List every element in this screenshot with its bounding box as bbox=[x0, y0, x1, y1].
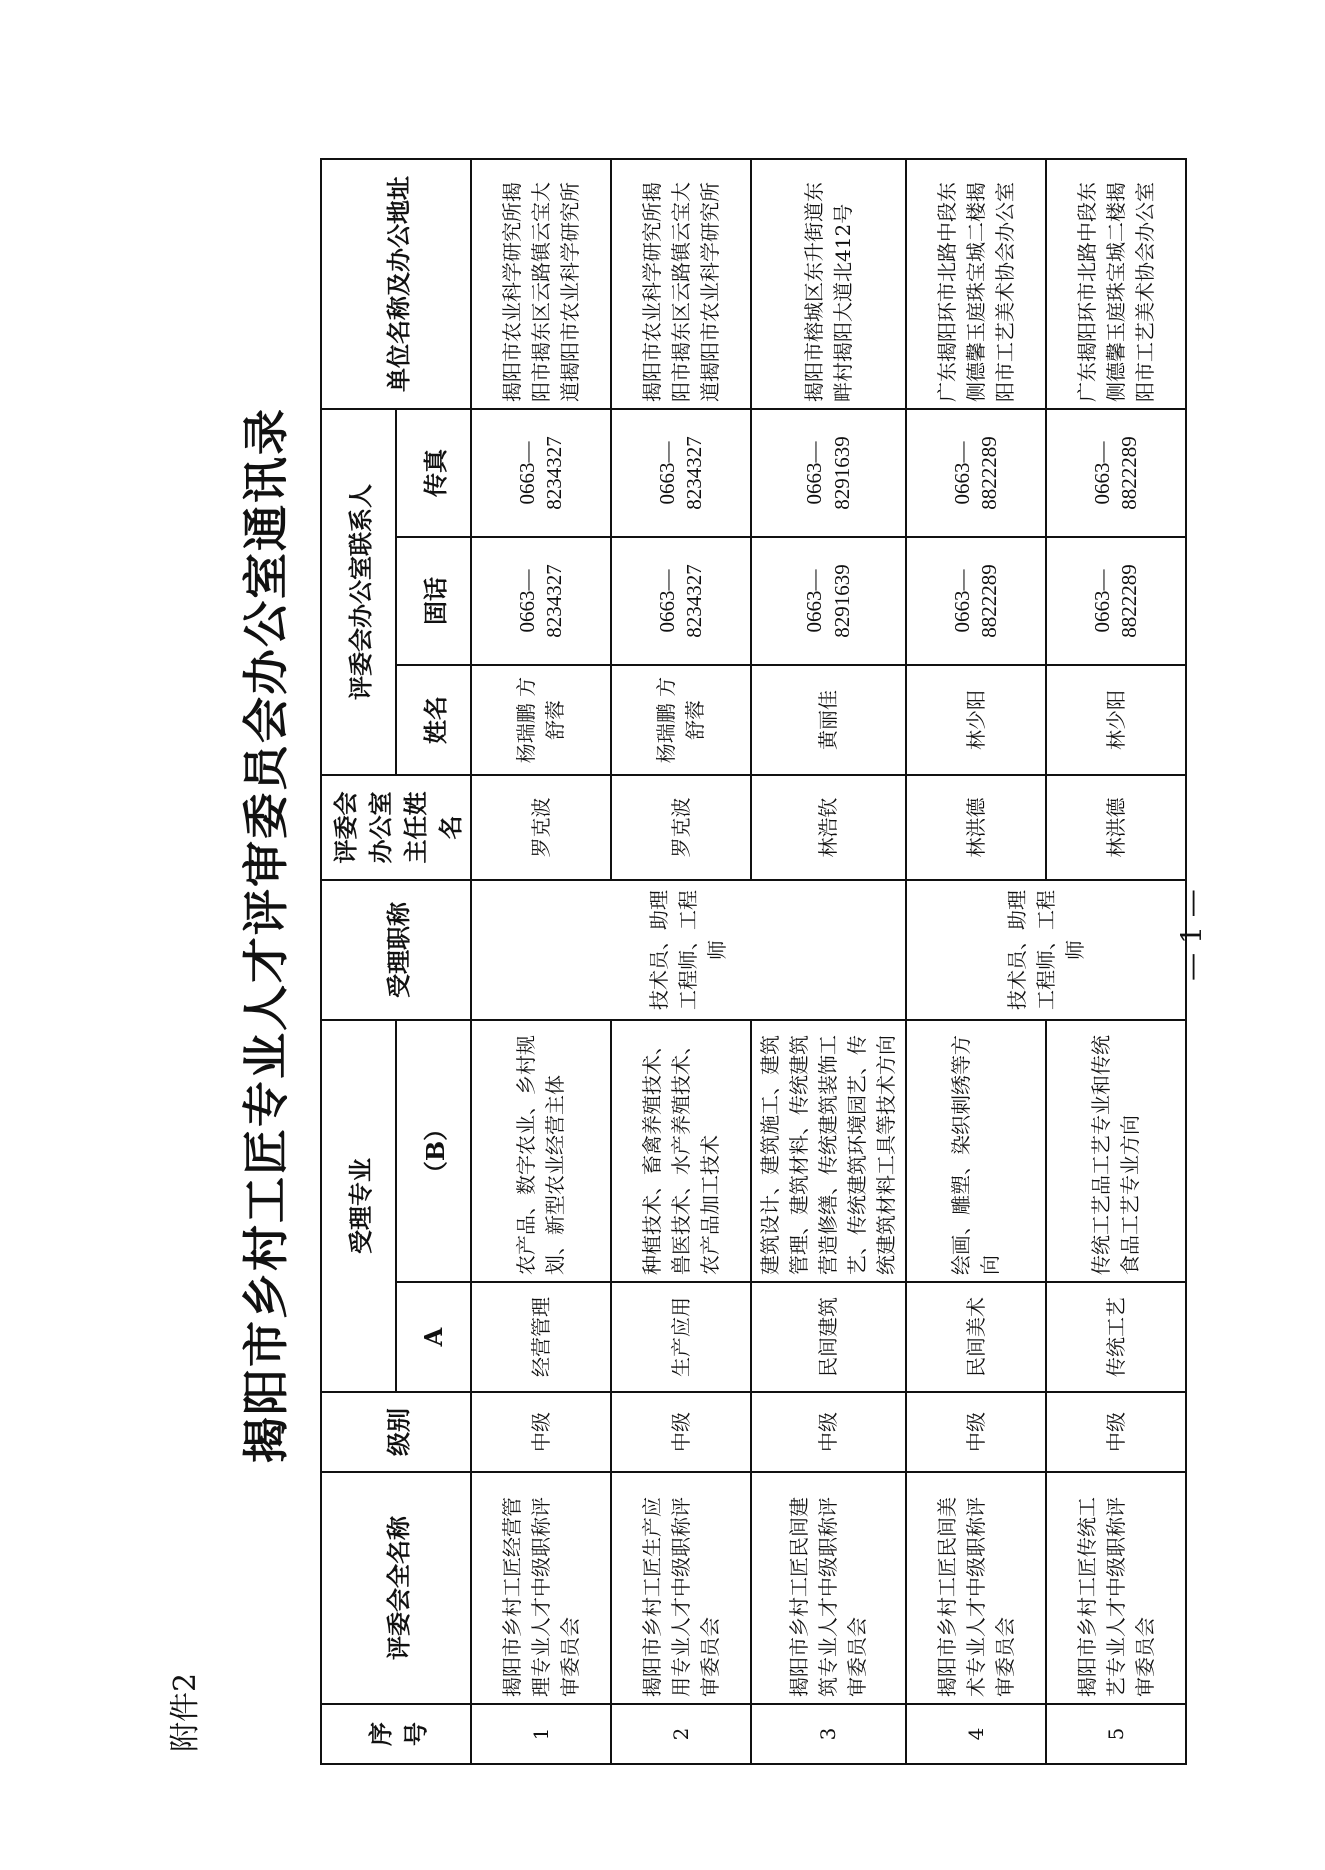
cell-phone: 0663—8234327 bbox=[471, 537, 611, 665]
cell-address: 广东揭阳环市北路中段东侧德馨玉庭珠宝城二楼揭阳市工艺美术协会办公室 bbox=[1046, 159, 1186, 409]
cell-major-b: 建筑设计、建筑施工、建筑管理、建筑材料、传统建筑营造修缮、传统建筑装饰工艺、传统建筑环境园艺、传统建筑材料工具等技术方向 bbox=[751, 1020, 906, 1282]
cell-seq: 2 bbox=[611, 1704, 751, 1764]
cell-level: 中级 bbox=[906, 1392, 1046, 1472]
cell-contact-name: 林少阳 bbox=[906, 665, 1046, 775]
page-number: — 1 — bbox=[1175, 889, 1208, 981]
cell-fax: 0663—8822289 bbox=[1046, 409, 1186, 537]
cell-fax: 0663—8234327 bbox=[471, 409, 611, 537]
cell-phone: 0663—8822289 bbox=[1046, 537, 1186, 665]
cell-contact-name: 杨瑞鹏 方舒蓉 bbox=[611, 665, 751, 775]
cell-address: 揭阳市农业科学研究所揭阳市揭东区云路镇云宝大道揭阳市农业科学研究所 bbox=[471, 159, 611, 409]
cell-committee-name: 揭阳市乡村工匠传统工艺专业人才中级职称评审委员会 bbox=[1046, 1472, 1186, 1704]
cell-director: 林洪德 bbox=[1046, 775, 1186, 880]
cell-level: 中级 bbox=[471, 1392, 611, 1472]
cell-contact-name: 黄丽佳 bbox=[751, 665, 906, 775]
cell-fax: 0663—8291639 bbox=[751, 409, 906, 537]
contact-table bbox=[320, 158, 1187, 1765]
cell-major-a: 经营管理 bbox=[471, 1282, 611, 1392]
cell-level: 中级 bbox=[751, 1392, 906, 1472]
header-contact: 评委会办公室联系人 bbox=[321, 409, 396, 775]
cell-committee-name: 揭阳市乡村工匠经营管理专业人才中级职称评审委员会 bbox=[471, 1472, 611, 1704]
cell-address: 揭阳市农业科学研究所揭阳市揭东区云路镇云宝大道揭阳市农业科学研究所 bbox=[611, 159, 751, 409]
cell-director: 罗克波 bbox=[471, 775, 611, 880]
cell-phone: 0663—8822289 bbox=[906, 537, 1046, 665]
cell-level: 中级 bbox=[611, 1392, 751, 1472]
cell-fax: 0663—8234327 bbox=[611, 409, 751, 537]
cell-seq: 4 bbox=[906, 1704, 1046, 1764]
cell-seq: 5 bbox=[1046, 1704, 1186, 1764]
cell-major-a: 民间美术 bbox=[906, 1282, 1046, 1392]
cell-major-a: 传统工艺 bbox=[1046, 1282, 1186, 1392]
cell-committee-name: 揭阳市乡村工匠生产应用专业人才中级职称评审委员会 bbox=[611, 1472, 751, 1704]
header-contact-name: 姓名 bbox=[396, 665, 471, 775]
cell-level: 中级 bbox=[1046, 1392, 1186, 1472]
page-title: 揭阳市乡村工匠专业人才评审委员会办公室通讯录 bbox=[239, 407, 293, 1463]
header-fax: 传真 bbox=[396, 409, 471, 537]
header-title: 受理职称 bbox=[321, 880, 471, 1020]
cell-title-merged: 技术员、助理工程师、工程师 bbox=[906, 880, 1186, 1020]
cell-address: 揭阳市榕城区东升街道东畔村揭阳大道北412号 bbox=[751, 159, 906, 409]
header-committee-name: 评委会全名称 bbox=[321, 1472, 471, 1704]
cell-address: 广东揭阳环市北路中段东侧德馨玉庭珠宝城二楼揭阳市工艺美术协会办公室 bbox=[906, 159, 1046, 409]
cell-phone: 0663—8291639 bbox=[751, 537, 906, 665]
cell-contact-name: 林少阳 bbox=[1046, 665, 1186, 775]
cell-major-b: 农产品、数字农业、乡村规划、新型农业经营主体 bbox=[471, 1020, 611, 1282]
cell-fax: 0663—8822289 bbox=[906, 409, 1046, 537]
cell-committee-name: 揭阳市乡村工匠民间美术专业人才中级职称评审委员会 bbox=[906, 1472, 1046, 1704]
cell-phone: 0663—8234327 bbox=[611, 537, 751, 665]
cell-director: 罗克波 bbox=[611, 775, 751, 880]
table-row bbox=[471, 159, 611, 1764]
attachment-label: 附件2 bbox=[168, 1672, 203, 1752]
cell-contact-name: 杨瑞鹏 方舒蓉 bbox=[471, 665, 611, 775]
header-level: 级别 bbox=[321, 1392, 471, 1472]
cell-seq: 1 bbox=[471, 1704, 611, 1764]
cell-major-a: 民间建筑 bbox=[751, 1282, 906, 1392]
cell-major-b: 传统工艺品工艺专业和传统食品工艺专业方向 bbox=[1046, 1020, 1186, 1282]
cell-committee-name: 揭阳市乡村工匠民间建筑专业人才中级职称评审委员会 bbox=[751, 1472, 906, 1704]
cell-director: 林洪德 bbox=[906, 775, 1046, 880]
cell-director: 林浩钦 bbox=[751, 775, 906, 880]
header-major-a: A bbox=[396, 1282, 471, 1392]
header-seq: 序号 bbox=[321, 1704, 471, 1764]
cell-major-a: 生产应用 bbox=[611, 1282, 751, 1392]
header-director: 评委会办公室主任姓名 bbox=[321, 775, 471, 880]
header-major: 受理专业 bbox=[321, 1020, 396, 1392]
cell-major-b: 种植技术、畜禽养殖技术、兽医技术、水产养殖技术、农产品加工技术 bbox=[611, 1020, 751, 1282]
cell-title-merged: 技术员、助理工程师、工程师 bbox=[471, 880, 906, 1020]
header-phone: 固话 bbox=[396, 537, 471, 665]
cell-major-b: 绘画、雕塑、染织刺绣等方向 bbox=[906, 1020, 1046, 1282]
cell-seq: 3 bbox=[751, 1704, 906, 1764]
header-address: 单位名称及办公地址 bbox=[321, 159, 471, 409]
table-row bbox=[906, 159, 1046, 1764]
header-major-b: （B） bbox=[396, 1020, 471, 1282]
